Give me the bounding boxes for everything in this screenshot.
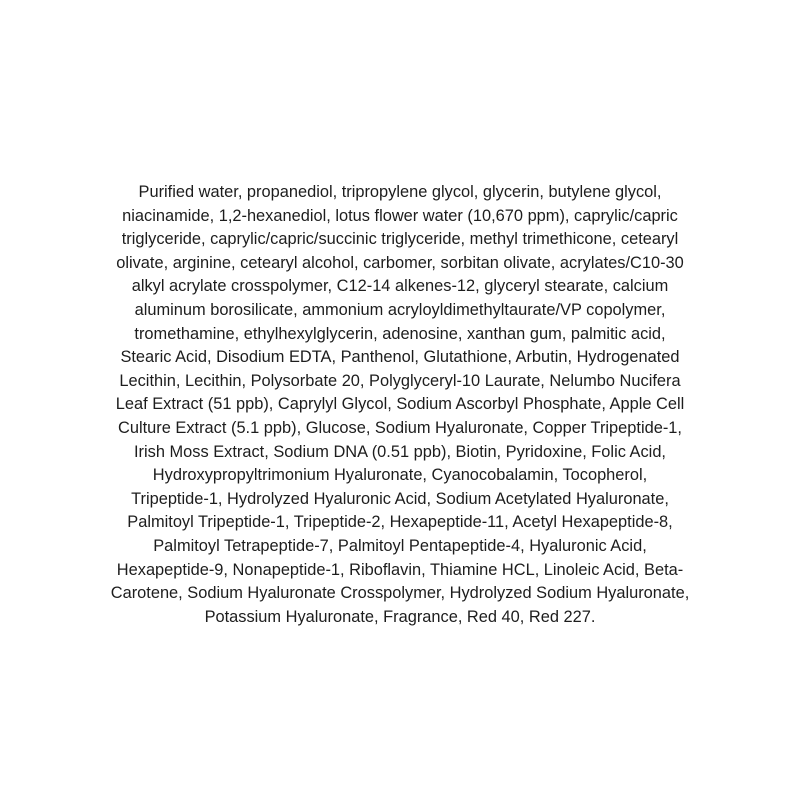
ingredients-line: Hexapeptide-9, Nonapeptide-1, Riboflavin, Thiamine HCL, Linoleic Acid, Beta- xyxy=(116,560,684,579)
ingredients-line: Potassium Hyaluronate, Fragrance, Red 40, Red 227. xyxy=(204,607,596,626)
ingredients-line: Carotene, Sodium Hyaluronate Crosspolymer, Hydrolyzed Sodium Hyaluronate, xyxy=(110,584,690,603)
ingredients-line: Stearic Acid, Disodium EDTA, Panthenol, Glutathione, Arbutin, Hydrogenated xyxy=(120,348,680,367)
ingredients-line: olivate, arginine, cetearyl alcohol, carbomer, sorbitan olivate, acrylates/C10-30 xyxy=(116,253,684,272)
ingredients-line: Irish Moss Extract, Sodium DNA (0.51 ppb), Biotin, Pyridoxine, Folic Acid, xyxy=(134,442,666,461)
ingredients-line: Leaf Extract (51 ppb), Caprylyl Glycol, Sodium Ascorbyl Phosphate, Apple Cell xyxy=(115,395,685,414)
ingredients-line: tromethamine, ethylhexylglycerin, adenosine, xanthan gum, palmitic acid, xyxy=(134,324,666,343)
ingredients-line: alkyl acrylate crosspolymer, C12-14 alkenes-12, glyceryl stearate, calcium xyxy=(131,277,669,296)
ingredients-line: Lecithin, Lecithin, Polysorbate 20, Polyglyceryl-10 Laurate, Nelumbo Nucifera xyxy=(119,371,681,390)
ingredients-line: Hydroxypropyltrimonium Hyaluronate, Cyanocobalamin, Tocopherol, xyxy=(152,466,648,485)
ingredients-line: Palmitoyl Tripeptide-1, Tripeptide-2, Hexapeptide-11, Acetyl Hexapeptide-8, xyxy=(127,513,673,532)
ingredients-line: triglyceride, caprylic/capric/succinic triglyceride, methyl trimethicone, cetearyl xyxy=(121,230,679,249)
ingredients-line: Purified water, propanediol, tripropylene glycol, glycerin, butylene glycol, xyxy=(138,183,662,201)
ingredients-line: Culture Extract (5.1 ppb), Glucose, Sodium Hyaluronate, Copper Tripeptide-1, xyxy=(118,418,682,437)
ingredients-line: Palmitoyl Tetrapeptide-7, Palmitoyl Pentapeptide-4, Hyaluronic Acid, xyxy=(153,536,647,555)
ingredients-line: niacinamide, 1,2-hexanediol, lotus flower water (10,670 ppm), caprylic/capric xyxy=(122,206,678,225)
ingredients-line: aluminum borosilicate, ammonium acryloyldimethyltaurate/VP copolymer, xyxy=(134,300,666,319)
ingredients-line: Tripeptide-1, Hydrolyzed Hyaluronic Acid, Sodium Acetylated Hyaluronate, xyxy=(131,489,669,508)
ingredients-list xyxy=(60,181,740,629)
